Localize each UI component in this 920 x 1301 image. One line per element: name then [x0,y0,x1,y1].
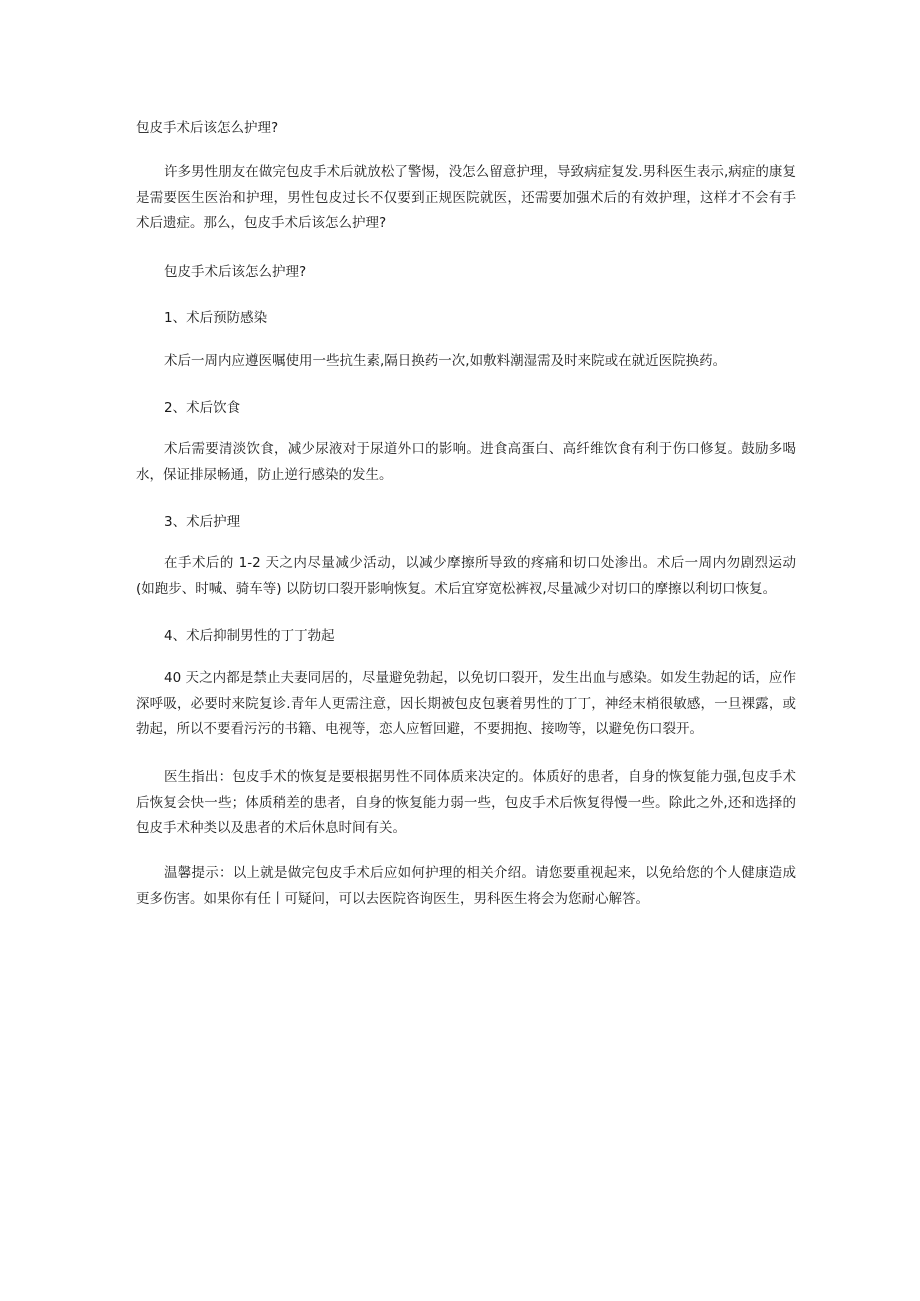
document-title: 包皮手术后该怎么护理? [136,120,279,136]
intro-paragraph: 许多男性朋友在做完包皮手术后就放松了警惕，没怎么留意护理，导致病症复发.男科医生表示,病症的康复是需要医生医治和护理，男性包皮过长不仅要到正规医院就医，还需要加强术后的有效护理，这样才不会有手术后遗症。那么，包皮手术后该怎么护理? [136,164,796,231]
section-heading-4: 4、术后抑制男性的丁丁勃起 [164,628,335,644]
section-heading-3: 3、术后护理 [164,514,241,530]
section-body-3: 在手术后的 1-2 天之内尽量减少活动，以减少摩擦所导致的疼痛和切口处渗出。术后一周内勿剧烈运动 (如跑步、时喊、骑车等) 以防切口裂开影响恢复。术后宜穿宽松裤衩,尽量减少对切口的摩擦以利切口恢复。 [136,555,796,597]
section-body-1: 术后一周内应遵医嘱使用一些抗生素,隔日换药一次,如敷料潮湿需及时来院或在就近医院换药。 [164,353,727,369]
reminder-paragraph: 温馨提示：以上就是做完包皮手术后应如何护理的相关介绍。请您要重视起来，以免给您的个人健康造成更多伤害。如果你有任丨可疑问，可以去医院咨询医生，男科医生将会为您耐心解答。 [136,865,796,907]
section-subtitle: 包皮手术后该怎么护理? [164,264,307,280]
section-heading-1: 1、术后预防感染 [164,310,268,326]
section-body-4: 40 天之内都是禁止夫妻同居的，尽量避免勃起，以免切口裂开，发生出血与感染。如发生勃起的话，应作深呼吸，必要时来院复诊.青年人更需注意，因长期被包皮包裹着男性的丁丁，神经末梢很敏感，一旦裸露，或勃起，所以不要看污污的书籍、电视等，恋人应暂回避，不要拥抱、接吻等，以避免伤口裂开。 [136,670,796,737]
section-body-2: 术后需要清淡饮食，减少尿液对于尿道外口的影响。进食高蛋白、高纤维饮食有利于伤口修复。鼓励多喝水，保证排尿畅通，防止逆行感染的发生。 [136,441,796,483]
section-heading-2: 2、术后饮食 [164,400,241,416]
doctor-note-paragraph: 医生指出：包皮手术的恢复是要根据男性不同体质来决定的。体质好的患者，自身的恢复能力强,包皮手术后恢复会快一些；体质稍差的患者，自身的恢复能力弱一些，包皮手术后恢复得慢一些。除此之外,还和选择的包皮手术种类以及患者的术后休息时间有关。 [136,769,796,836]
